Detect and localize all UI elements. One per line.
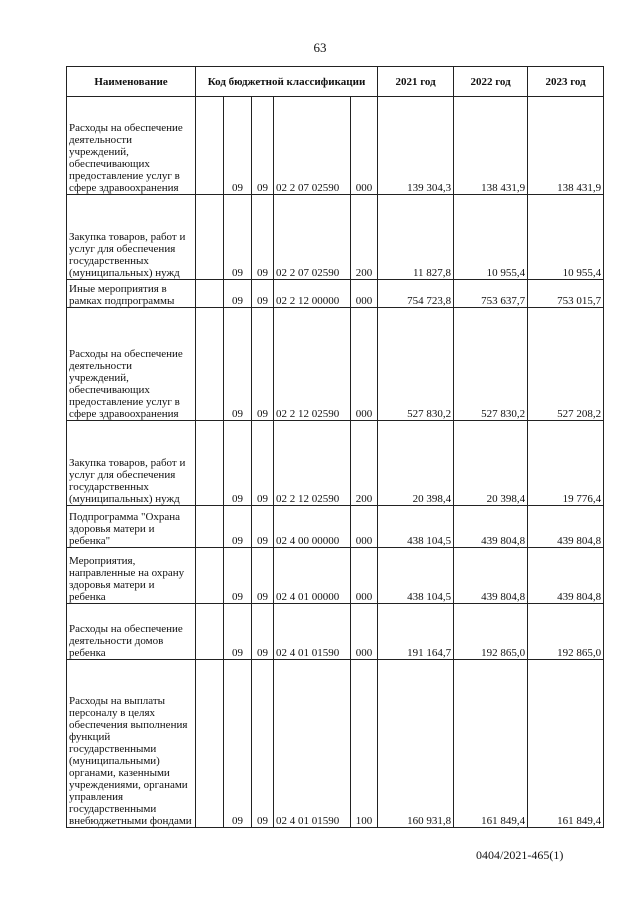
row-2023: 10 955,4 (528, 195, 604, 280)
header-code: Код бюджетной классификации (196, 67, 378, 97)
row-name: Расходы на обеспечение деятельности учреждений, обеспечивающих предоставление услуг в сфере здравоохранения (67, 97, 196, 195)
row-expense-type: 000 (351, 548, 378, 604)
row-2022: 753 637,7 (454, 280, 528, 308)
row-2021: 191 164,7 (378, 604, 454, 660)
row-2021: 11 827,8 (378, 195, 454, 280)
table-row (67, 604, 604, 660)
row-2023: 439 804,8 (528, 548, 604, 604)
row-code-blank (196, 195, 224, 280)
row-code-blank (196, 308, 224, 421)
row-name: Расходы на обеспечение деятельности домов ребенка (67, 604, 196, 660)
row-code-blank (196, 660, 224, 828)
row-2023: 138 431,9 (528, 97, 604, 195)
table-row (67, 506, 604, 548)
row-code-blank (196, 506, 224, 548)
row-name: Расходы на обеспечение деятельности учреждений, обеспечивающих предоставление услуг в сфере здравоохранения (67, 308, 196, 421)
budget-table (66, 66, 604, 828)
row-expense-type: 000 (351, 280, 378, 308)
row-2021: 20 398,4 (378, 421, 454, 506)
row-code-blank (196, 548, 224, 604)
row-2022: 527 830,2 (454, 308, 528, 421)
row-code-blank (196, 280, 224, 308)
row-2022: 161 849,4 (454, 660, 528, 828)
row-target: 02 4 01 00000 (274, 548, 351, 604)
row-target: 02 2 12 02590 (274, 421, 351, 506)
row-name: Подпрограмма "Охрана здоровья матери и ребенка" (67, 506, 196, 548)
row-target: 02 2 12 02590 (274, 308, 351, 421)
row-subsection: 09 (252, 506, 274, 548)
row-subsection: 09 (252, 195, 274, 280)
row-section: 09 (224, 548, 252, 604)
row-name: Иные мероприятия в рамках подпрограммы (67, 280, 196, 308)
row-target: 02 2 07 02590 (274, 97, 351, 195)
header-2022: 2022 год (454, 67, 528, 97)
row-2023: 161 849,4 (528, 660, 604, 828)
row-name: Расходы на выплаты персоналу в целях обеспечения выполнения функций государственными (муниципальными) органами, казенными учреждениями, органами управления государственными внебюджетными фондами (67, 660, 196, 828)
row-name: Мероприятия, направленные на охрану здоровья матери и ребенка (67, 548, 196, 604)
row-2023: 192 865,0 (528, 604, 604, 660)
row-code-blank (196, 421, 224, 506)
row-subsection: 09 (252, 421, 274, 506)
header-2021: 2021 год (378, 67, 454, 97)
table-row (67, 195, 604, 280)
row-section: 09 (224, 97, 252, 195)
table-row (67, 280, 604, 308)
row-2021: 754 723,8 (378, 280, 454, 308)
row-2023: 439 804,8 (528, 506, 604, 548)
row-code-blank (196, 97, 224, 195)
row-subsection: 09 (252, 604, 274, 660)
table-row (67, 97, 604, 195)
table-row (67, 421, 604, 506)
row-expense-type: 200 (351, 421, 378, 506)
row-target: 02 4 00 00000 (274, 506, 351, 548)
row-section: 09 (224, 308, 252, 421)
row-subsection: 09 (252, 308, 274, 421)
row-expense-type: 100 (351, 660, 378, 828)
row-expense-type: 000 (351, 506, 378, 548)
row-2022: 439 804,8 (454, 548, 528, 604)
row-expense-type: 200 (351, 195, 378, 280)
row-section: 09 (224, 195, 252, 280)
row-name: Закупка товаров, работ и услуг для обеспечения государственных (муниципальных) нужд (67, 421, 196, 506)
row-2022: 20 398,4 (454, 421, 528, 506)
table-row (67, 308, 604, 421)
row-subsection: 09 (252, 280, 274, 308)
document-code: 0404/2021-465(1) (476, 848, 564, 862)
row-subsection: 09 (252, 548, 274, 604)
row-2021: 438 104,5 (378, 506, 454, 548)
row-target: 02 4 01 01590 (274, 604, 351, 660)
page-number: 63 (313, 40, 327, 55)
row-2023: 753 015,7 (528, 280, 604, 308)
row-expense-type: 000 (351, 308, 378, 421)
header-2023: 2023 год (528, 67, 604, 97)
table-row (67, 548, 604, 604)
row-name: Закупка товаров, работ и услуг для обеспечения государственных (муниципальных) нужд (67, 195, 196, 280)
row-2022: 192 865,0 (454, 604, 528, 660)
row-subsection: 09 (252, 660, 274, 828)
row-section: 09 (224, 604, 252, 660)
row-section: 09 (224, 660, 252, 828)
header-name: Наименование (67, 67, 196, 97)
row-2021: 160 931,8 (378, 660, 454, 828)
row-target: 02 2 12 00000 (274, 280, 351, 308)
row-section: 09 (224, 506, 252, 548)
row-target: 02 4 01 01590 (274, 660, 351, 828)
row-2022: 439 804,8 (454, 506, 528, 548)
row-2021: 139 304,3 (378, 97, 454, 195)
row-code-blank (196, 604, 224, 660)
row-subsection: 09 (252, 97, 274, 195)
row-expense-type: 000 (351, 604, 378, 660)
row-target: 02 2 07 02590 (274, 195, 351, 280)
table-body (67, 97, 604, 828)
row-2022: 138 431,9 (454, 97, 528, 195)
row-2021: 438 104,5 (378, 548, 454, 604)
row-section: 09 (224, 421, 252, 506)
row-2021: 527 830,2 (378, 308, 454, 421)
row-section: 09 (224, 280, 252, 308)
row-expense-type: 000 (351, 97, 378, 195)
table-header-row (67, 67, 604, 97)
table-row (67, 660, 604, 828)
row-2023: 527 208,2 (528, 308, 604, 421)
row-2022: 10 955,4 (454, 195, 528, 280)
row-2023: 19 776,4 (528, 421, 604, 506)
